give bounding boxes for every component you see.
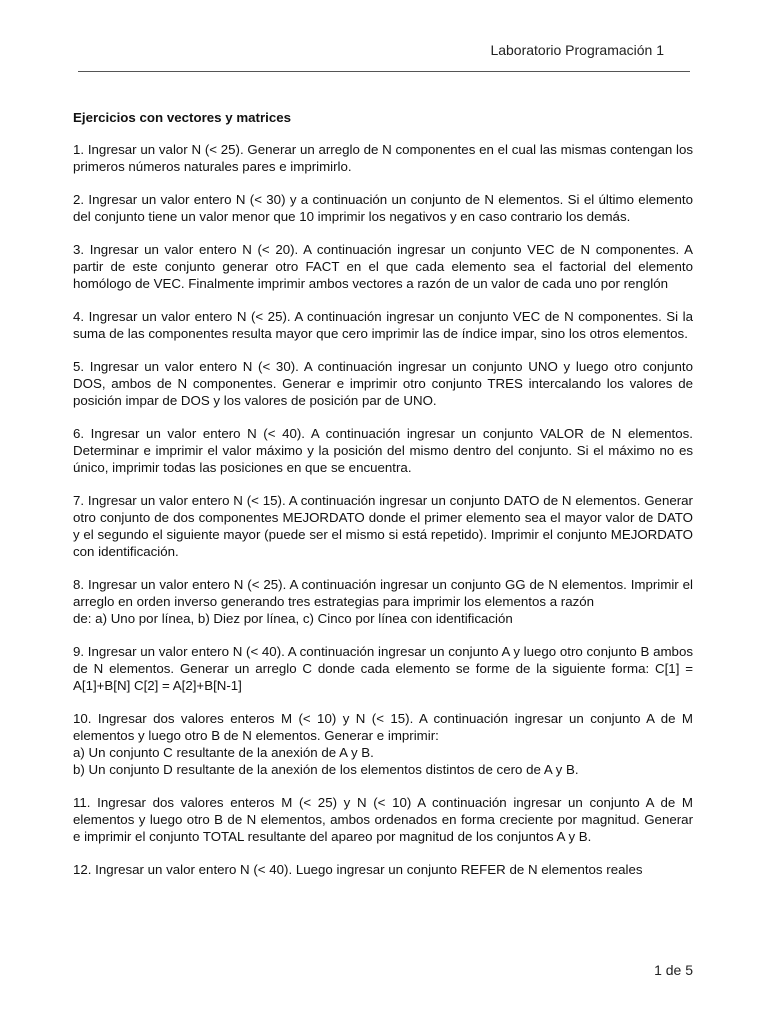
exercise-item [73,576,693,627]
exercise-item [73,141,693,175]
exercise-text: 6. Ingresar un valor entero N (< 40). A continuación ingresar un conjunto VALOR de N elementos. Determinar e imprimir el valor máximo y la posición del mismo dentro del conjunto. Si el máximo no es único, imprimir todas las posiciones en que se encuentra. [73,426,693,475]
exercise-text: 10. Ingresar dos valores enteros M (< 10) y N (< 15). A continuación ingresar un conjunto A de M elementos y luego otro B de N elementos. Generar e imprimir: [73,711,693,743]
exercise-list [73,141,693,878]
exercise-item [73,241,693,292]
exercise-text: 5. Ingresar un valor entero N (< 30). A continuación ingresar un conjunto UNO y luego otro conjunto DOS, ambos de N componentes. Generar e imprimir otro conjunto TRES intercalando los valores de posición impar de DOS y los valores de posición par de UNO. [73,359,693,408]
page-number: 1 de 5 [654,962,693,978]
exercise-text: 1. Ingresar un valor N (< 25). Generar un arreglo de N componentes en el cual las mismas contengan los primeros números naturales pares e imprimirlo. [73,142,693,174]
exercise-text: 11. Ingresar dos valores enteros M (< 25) y N (< 10) A continuación ingresar un conjunto A de M elementos y luego otro B de N elementos, ambos ordenados en forma creciente por magnitud. Generar e imprimir el conjunto TOTAL resultante del apareo por magnitud de los conjuntos A y B. [73,795,693,844]
exercise-text: 9. Ingresar un valor entero N (< 40). A continuación ingresar un conjunto A y luego otro conjunto B ambos de N elementos. Generar un arreglo C donde cada elemento se forme de la siguiente forma: C[1] = A[1]+B[N] C[2] = A[2]+B[N-1] [73,644,693,693]
exercise-text: 3. Ingresar un valor entero N (< 20). A continuación ingresar un conjunto VEC de N componentes. A partir de este conjunto generar otro FACT en el que cada elemento sea el factorial del elemento homólogo de VEC. Finalmente imprimir ambos vectores a razón de un valor de cada uno por renglón [73,242,693,291]
exercise-text: 7. Ingresar un valor entero N (< 15). A continuación ingresar un conjunto DATO de N elementos. Generar otro conjunto de dos componentes MEJORDATO donde el primer elemento sea el mayor valor de DATO y el segundo el siguiente mayor (puede ser el mismo si está repetido). Imprimir el conjunto MEJORDATO con identificación. [73,493,693,559]
exercise-text: b) Un conjunto D resultante de la anexión de los elementos distintos de cero de A y B. [73,762,579,777]
exercise-item [73,492,693,560]
document-body [73,109,693,894]
section-title: Ejercicios con vectores y matrices [73,110,292,125]
exercise-item [73,643,693,694]
exercise-item [73,861,693,878]
exercise-text: 12. Ingresar un valor entero N (< 40). Luego ingresar un conjunto REFER de N elementos reales [73,862,643,877]
exercise-item [73,794,693,845]
exercise-text: a) Un conjunto C resultante de la anexión de A y B. [73,745,374,760]
exercise-item [73,308,693,342]
exercise-item [73,191,693,225]
exercise-text: 8. Ingresar un valor entero N (< 25). A continuación ingresar un conjunto GG de N elementos. Imprimir el arreglo en orden inverso generando tres estrategias para imprimir los elementos a razón [73,577,693,609]
exercise-item [73,710,693,778]
exercise-text: 4. Ingresar un valor entero N (< 25). A continuación ingresar un conjunto VEC de N componentes. Si la suma de las componentes resulta mayor que cero imprimir las de índice impar, sino los otros elementos. [73,309,693,341]
exercise-item [73,425,693,476]
document-header-title: Laboratorio Programación 1 [490,42,664,58]
exercise-text: 2. Ingresar un valor entero N (< 30) y a continuación un conjunto de N elementos. Si el último elemento del conjunto tiene un valor menor que 10 imprimir los negativos y en caso contrario los demás. [73,192,693,224]
exercise-item [73,358,693,409]
exercise-text: de: a) Uno por línea, b) Diez por línea, c) Cinco por línea con identificación [73,611,513,626]
header-divider [78,71,690,72]
